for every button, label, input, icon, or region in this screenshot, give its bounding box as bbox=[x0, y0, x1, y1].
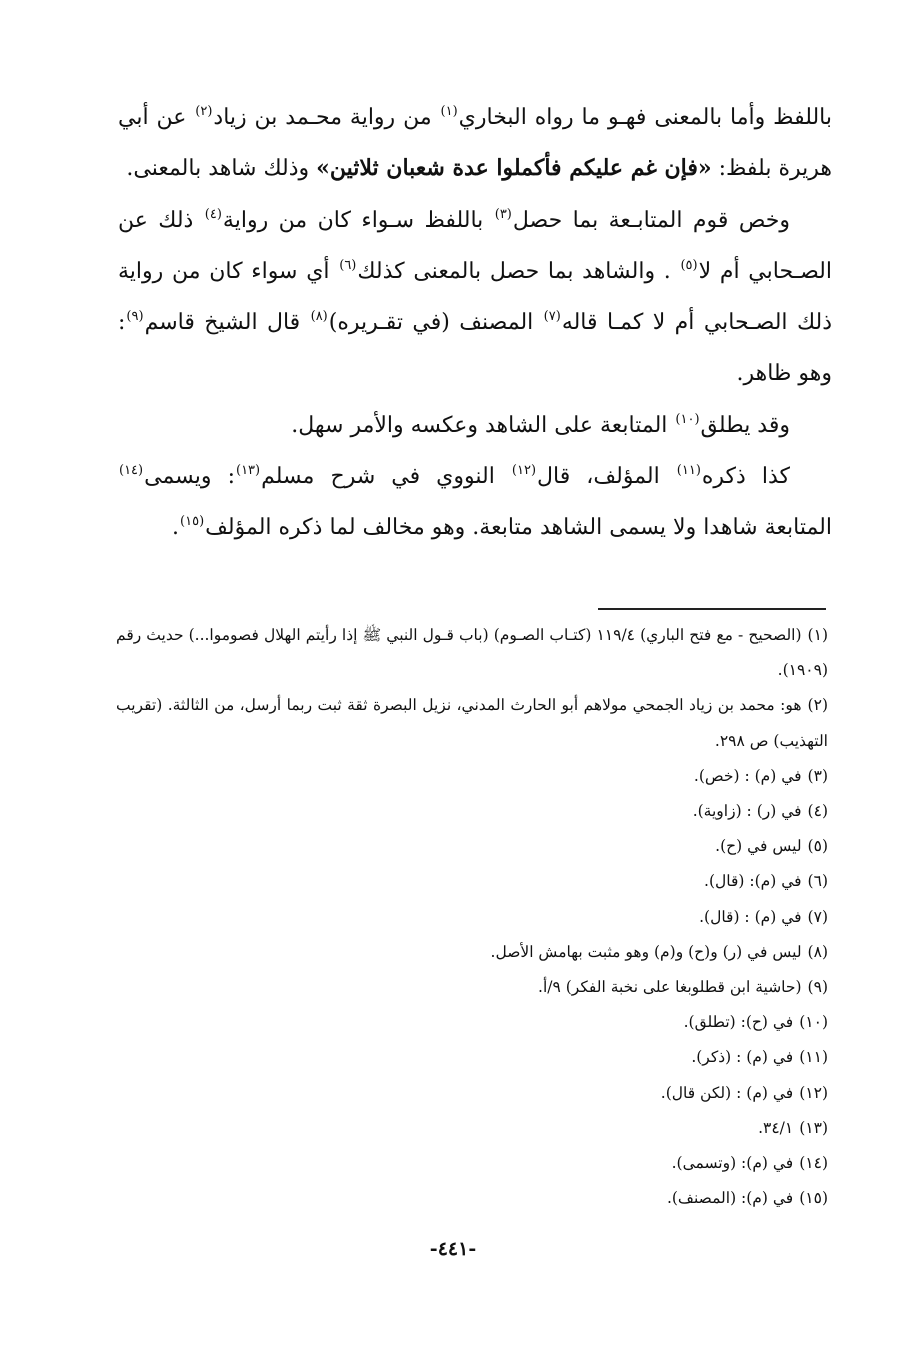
footnote-item bbox=[116, 935, 828, 970]
text-run: وقد يطلق bbox=[700, 412, 790, 438]
footnote-separator bbox=[598, 608, 826, 610]
footnote-text: (حاشية ابن قطلوبغا على نخبة الفكر) ٩/أ. bbox=[538, 978, 802, 997]
footnote-text: في (م): (قال). bbox=[704, 872, 802, 891]
footnote-item bbox=[116, 618, 828, 688]
footnote-item bbox=[116, 688, 828, 758]
footnote-ref-3[interactable]: (٣) bbox=[494, 206, 512, 222]
footnote-ref-2[interactable]: (٢) bbox=[195, 104, 213, 119]
footnote-number: (١٠) bbox=[799, 1013, 828, 1032]
text-run: المتابعة على الشاهد وعكسه والأمر سهل. bbox=[291, 412, 675, 438]
footnote-number: (٢) bbox=[807, 696, 828, 715]
text-run: قال الشيخ قاسم bbox=[144, 310, 310, 336]
footnote-item bbox=[116, 1181, 828, 1216]
text-run: وخص قوم المتابـعة بما حصل bbox=[512, 207, 791, 233]
footnote-text: في (ر) : (زاوية). bbox=[692, 802, 802, 821]
footnote-item bbox=[116, 970, 828, 1005]
footnote-number: (٧) bbox=[807, 907, 828, 926]
footnote-text: ٣٤/١. bbox=[758, 1118, 794, 1137]
footnote-ref-12[interactable]: (١٢) bbox=[511, 463, 537, 479]
main-text bbox=[118, 92, 832, 554]
footnote-ref-7[interactable]: (٧) bbox=[543, 309, 561, 325]
footnote-ref-14[interactable]: (١٤) bbox=[119, 463, 144, 479]
footnote-ref-1[interactable]: (١) bbox=[440, 104, 458, 119]
text-run: ذلك عن الصـحابي أم لا bbox=[118, 207, 832, 284]
text-run: كذا ذكره bbox=[701, 464, 790, 490]
footnote-text: في (م): (المصنف). bbox=[666, 1189, 794, 1208]
footnote-number: (١٣) bbox=[799, 1118, 828, 1137]
footnote-ref-8[interactable]: (٨) bbox=[310, 309, 328, 325]
paragraph-1 bbox=[118, 92, 832, 195]
footnote-number: (٤) bbox=[807, 802, 828, 821]
footnote-text: (الصحيح - مع فتح الباري) ١١٩/٤ (كتـاب الصـوم) (باب قـول النبي ﷺ إذا رأيتم الهلال فصوموا...) حديث رقم (١٩٠٩). bbox=[116, 626, 828, 680]
paragraph-2 bbox=[118, 195, 832, 400]
text-run: المتابعة شاهدا ولا يسمى الشاهد متابعة. وهو مخالف لما ذكره المؤلف bbox=[205, 515, 832, 541]
paragraph-4 bbox=[118, 451, 832, 554]
text-run: عن أبي هريرة بلفظ: bbox=[118, 105, 832, 182]
footnote-number: (١١) bbox=[799, 1048, 828, 1067]
text-run: . والشاهد بما حصل بالمعنى كذلك bbox=[357, 258, 680, 284]
footnote-text: ليس في (ح). bbox=[715, 837, 802, 856]
footnote-text: في (ح): (تطلق). bbox=[683, 1013, 794, 1032]
footnote-number: (٨) bbox=[807, 942, 828, 961]
footnote-number: (١٢) bbox=[799, 1083, 828, 1102]
footnote-number: (٩) bbox=[807, 978, 828, 997]
footnotes-list bbox=[116, 618, 828, 1216]
page-number: -٤٤١- bbox=[429, 1238, 477, 1260]
footnote-item bbox=[116, 1040, 828, 1075]
footnote-text: في (م) : (قال). bbox=[699, 907, 802, 926]
footnote-ref-11[interactable]: (١١) bbox=[676, 463, 701, 479]
text-run: : ويسمى bbox=[144, 464, 235, 490]
text-run: النووي في شرح مسلم bbox=[261, 464, 511, 490]
paragraph-3 bbox=[118, 400, 832, 451]
footnote-item bbox=[116, 1005, 828, 1040]
footnote-item bbox=[116, 794, 828, 829]
footnote-number: (١٥) bbox=[799, 1189, 828, 1208]
text-run: باللفظ سـواء كان من رواية bbox=[222, 207, 494, 233]
text-run: المصنف (في تقـريره) bbox=[328, 310, 543, 336]
footnote-number: (١) bbox=[807, 626, 828, 644]
footnote-number: (٦) bbox=[807, 872, 828, 891]
footnote-text: هو: محمد بن زياد الجمحي مولاهم أبو الحارث المدني، نزيل البصرة ثقة ثبت ربما أرسل، من الثالثة. (تقريب التهذيب) ص ٢٩٨. bbox=[116, 696, 828, 750]
footnote-ref-6[interactable]: (٦) bbox=[339, 257, 357, 273]
footnote-item bbox=[116, 759, 828, 794]
footnote-ref-5[interactable]: (٥) bbox=[680, 257, 698, 273]
text-run: وذلك شاهد بالمعنى. bbox=[126, 156, 317, 182]
footnote-text: في (م) : (ذكر). bbox=[691, 1048, 794, 1067]
footnote-item bbox=[116, 1146, 828, 1181]
footnote-ref-9[interactable]: (٩) bbox=[126, 309, 144, 325]
footnote-number: (٣) bbox=[807, 766, 828, 785]
footnote-ref-15[interactable]: (١٥) bbox=[180, 514, 205, 530]
footnote-item bbox=[116, 900, 828, 935]
footnote-ref-13[interactable]: (١٣) bbox=[236, 463, 261, 479]
footnote-text: في (م): (وتسمى). bbox=[671, 1154, 794, 1173]
footnote-item bbox=[116, 1111, 828, 1146]
footnote-text: في (م) : (لكن قال). bbox=[660, 1083, 794, 1102]
text-run: . bbox=[172, 515, 180, 541]
text-run: أي سواء كان من رواية ذلك الصـحابي أم لا كمـا قاله bbox=[118, 258, 832, 336]
footnote-ref-10[interactable]: (١٠) bbox=[675, 411, 700, 427]
text-run: المؤلف، قال bbox=[537, 464, 676, 490]
footnote-text: في (م) : (خص). bbox=[693, 766, 802, 785]
footnote-number: (١٤) bbox=[799, 1154, 828, 1173]
footnote-ref-4[interactable]: (٤) bbox=[204, 206, 222, 222]
text-run: من رواية محـمد بن زياد bbox=[213, 105, 440, 130]
footnote-number: (٥) bbox=[807, 837, 828, 856]
footnote-item bbox=[116, 1076, 828, 1111]
text-run: باللفظ وأما بالمعنى فهـو ما رواه البخاري bbox=[458, 105, 833, 130]
footnote-text: ليس في (ر) و(ح) و(م) وهو مثبت بهامش الأصل. bbox=[490, 942, 802, 961]
footnote-item bbox=[116, 829, 828, 864]
hadith-quote: «فإن غم عليكم فأكملوا عدة شعبان ثلاثين» bbox=[316, 155, 712, 182]
footnote-item bbox=[116, 864, 828, 899]
text-run: : وهو ظاهر. bbox=[118, 310, 832, 387]
